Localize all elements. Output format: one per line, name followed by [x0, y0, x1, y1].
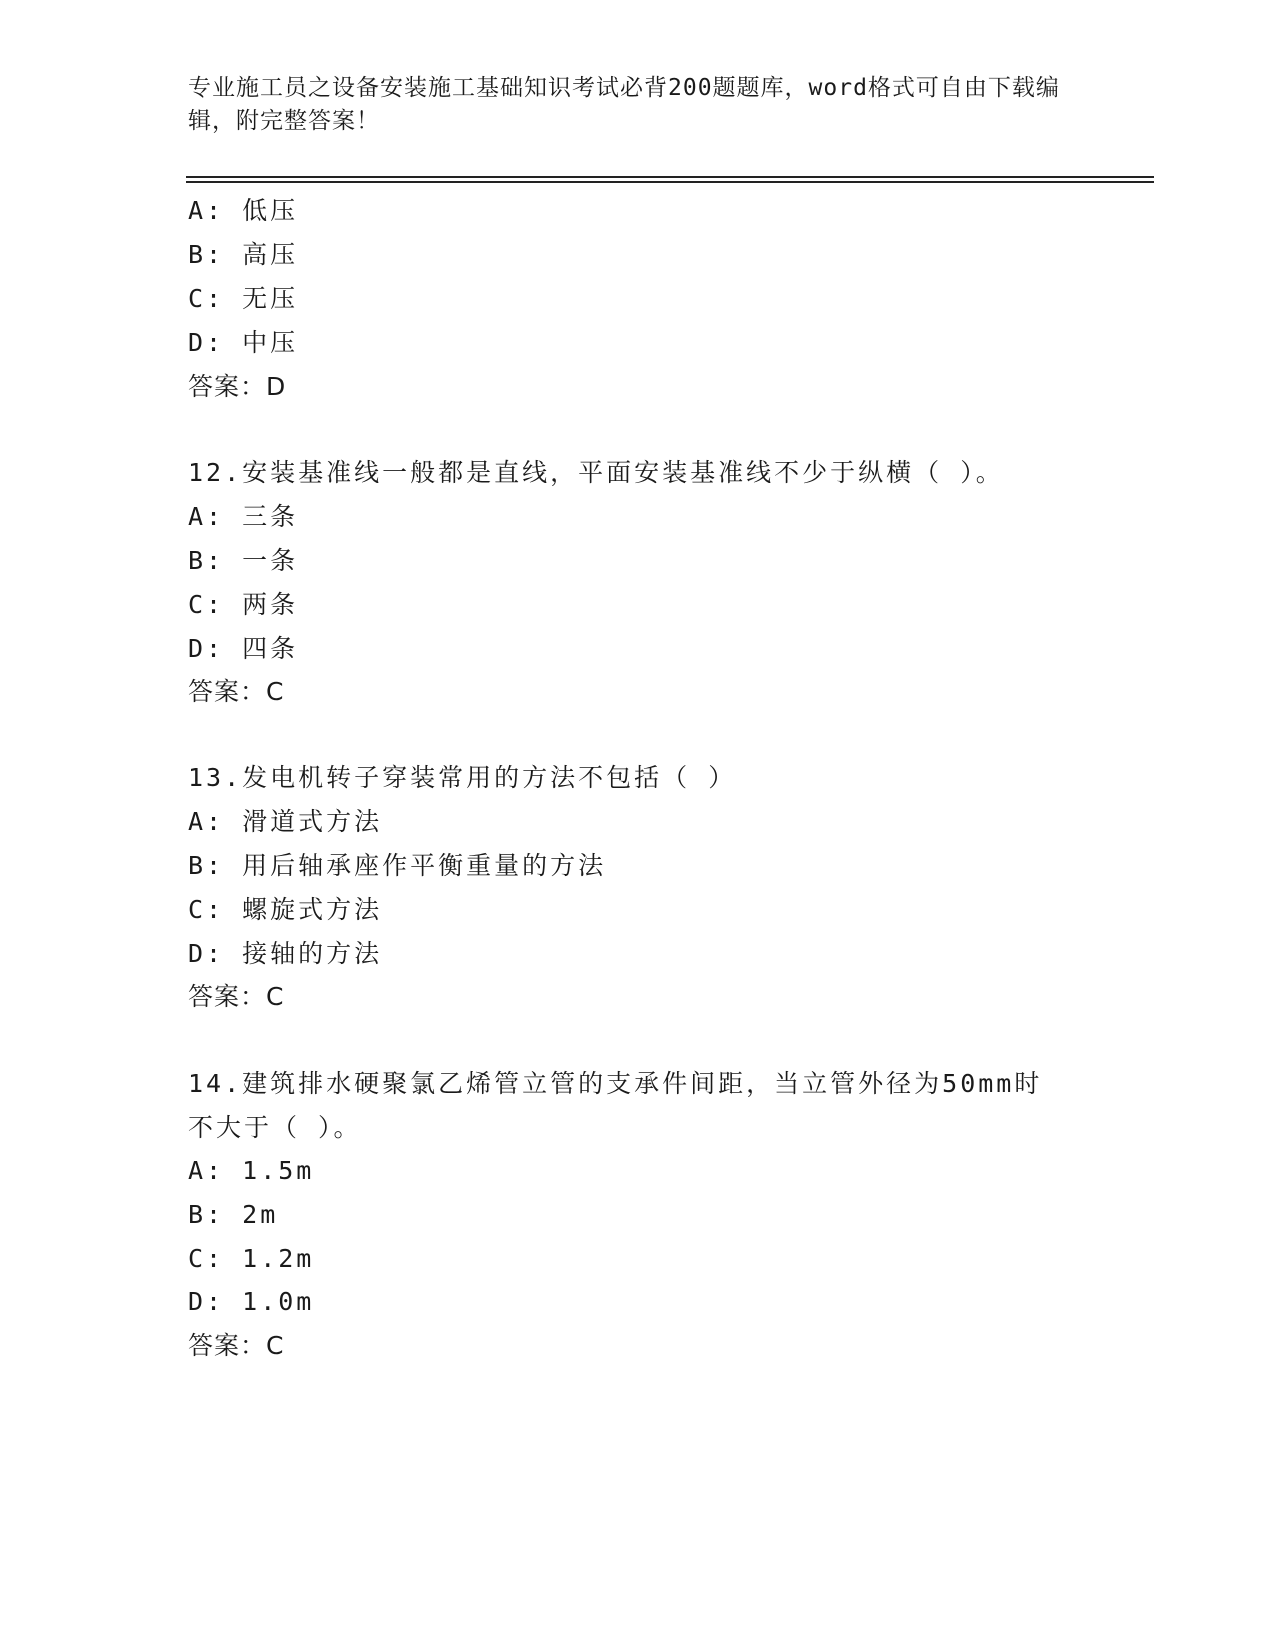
header-divider-bottom: [186, 181, 1154, 183]
q12-option-c: C: 两条: [188, 590, 299, 619]
q11-answer: 答案：D: [188, 372, 287, 401]
q14-question-line-2: 不大于（ ）。: [188, 1113, 362, 1142]
q13-answer: 答案：C: [188, 982, 285, 1011]
q12-option-d: D: 四条: [188, 634, 299, 663]
q13-option-b: B: 用后轴承座作平衡重量的方法: [188, 851, 607, 880]
q14-option-d: D: 1.0m: [188, 1287, 315, 1316]
q13-question: 13.发电机转子穿装常用的方法不包括（ ）: [188, 763, 737, 792]
q12-option-b: B: 一条: [188, 546, 299, 575]
q13-option-d: D: 接轴的方法: [188, 939, 383, 968]
q12-question: 12.安装基准线一般都是直线，平面安装基准线不少于纵横（ ）。: [188, 458, 1004, 487]
q11-option-d: D: 中压: [188, 328, 299, 357]
q14-answer: 答案：C: [188, 1331, 285, 1360]
q11-option-b: B: 高压: [188, 240, 299, 269]
q12-answer: 答案：C: [188, 677, 285, 706]
q14-option-c: C: 1.2m: [188, 1244, 315, 1273]
q14-option-a: A: 1.5m: [188, 1156, 315, 1185]
q14-question-line-1: 14.建筑排水硬聚氯乙烯管立管的支承件间距，当立管外径为50mm时: [188, 1069, 1043, 1098]
document-header: 专业施工员之设备安装施工基础知识考试必背200题题库，word格式可自由下载编辑，附完整答案！: [188, 75, 1060, 134]
q11-option-c: C: 无压: [188, 284, 299, 313]
q14-option-b: B: 2m: [188, 1200, 279, 1229]
q12-option-a: A: 三条: [188, 502, 299, 531]
q13-option-a: A: 滑道式方法: [188, 807, 383, 836]
header-divider-top: [186, 176, 1154, 178]
q11-option-a: A: 低压: [188, 196, 299, 225]
q13-option-c: C: 螺旋式方法: [188, 895, 383, 924]
